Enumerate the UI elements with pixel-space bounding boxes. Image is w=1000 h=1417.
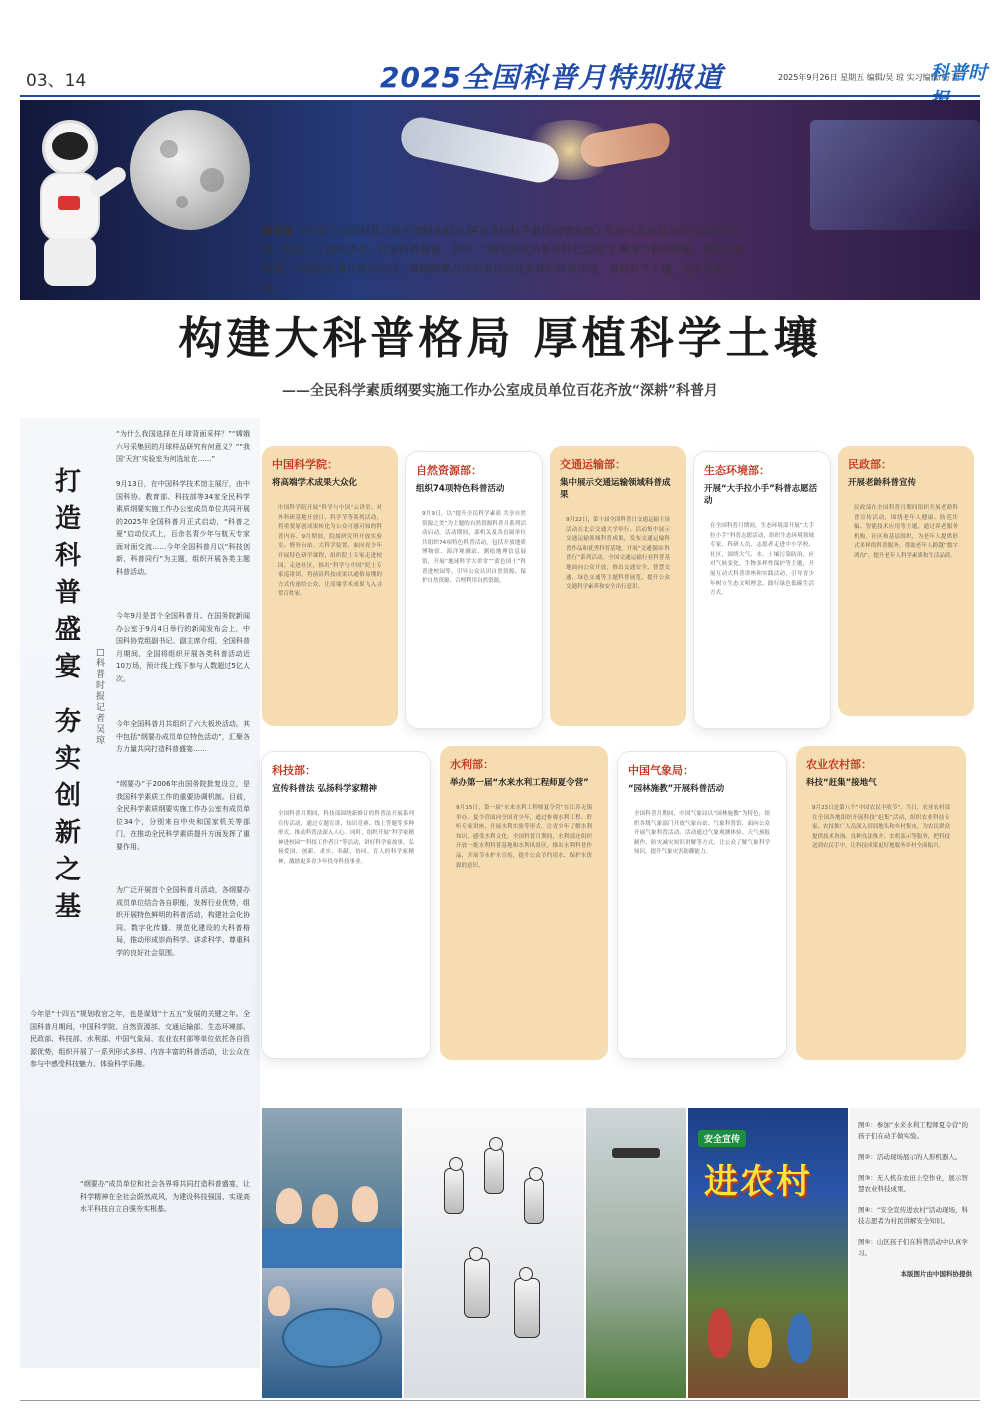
card-body: 9月15日，第一届“水来水利工程师夏令营”在江苏无锡举办。夏令营面向全国青少年，通过参观水利工程、聆听专家讲座、开展水利实验等形式，让青少年了解水利知识、感受水利文化。全国科普月期间，水利部还组织开放一批水利科普基地和水利风景区，推出水利科普作品，开展节水护水宣传，提升公众节约用水、保护水资源的意识。 xyxy=(456,805,592,869)
card-body: 9月23日是第八个“中国农民丰收节”。当日，农业农村部在全国各地组织开展科技“赶集”活动，组织农业科技专家、农技推广人员深入田间地头和乡村集市，为农民群众提供技术咨询、良种良法推介、农机演示等服务，把科技送到农民手中，让科技成果更好地服务乡村全面振兴。 xyxy=(812,805,950,850)
card-mca xyxy=(838,446,974,716)
editor-note-lead: 编者按 xyxy=(262,225,294,237)
card-org: 中国科学院： xyxy=(272,458,338,471)
photo-credit: 本版图片由中国科协提供 xyxy=(900,1270,972,1278)
article-paragraph: 为广泛开展首个全国科普月活动，各纲要办成员单位结合各自职能，发挥行业优势，组织开展特色鲜明的科普活动，构建社会化协同、数字化传播、规范化建设的大科普格局，推动形成崇尚科学、讲求科学、尊重科学的良好社会氛围。 xyxy=(116,886,250,957)
card-title: 将高端学术成果大众化 xyxy=(272,478,358,488)
left-article-column xyxy=(20,418,260,1368)
card-cma xyxy=(618,752,786,1058)
card-title: 宣传科普法 弘扬科学家精神 xyxy=(272,784,377,794)
caption: 图③：无人机在农田上空作业，展示智慧农业科技成果。 xyxy=(858,1174,968,1193)
masthead xyxy=(0,0,1000,100)
photo-humanoid-robots xyxy=(404,1108,584,1398)
article-paragraph: 今年是“十四五”规划收官之年，也是谋划“十五五”发展的关键之年。全国科普月期间，中国科学院、自然资源部、交通运输部、生态环境部、民政部、科技部、水利部、中国气象局、农业农村部等单位依托各自资源优势，组织开展了一系列形式多样、内容丰富的科普活动，让公众在参与中感受科技魅力、体验科学乐趣。 xyxy=(30,1010,250,1068)
card-title: 组织74项特色科普活动 xyxy=(416,484,505,494)
card-mnr xyxy=(406,452,542,728)
card-body: 在全国科普月期间，生态环境部开展“大手拉小手”科普志愿活动，组织生态环境领域专家、科研人员、志愿者走进中小学校、社区，围绕大气、水、土壤污染防治，应对气候变化，生物多样性保护等主题，开展互动式科普讲座和实践活动，引导青少年树立生态文明理念，践行绿色低碳生活方式。 xyxy=(710,523,814,597)
card-body: 中国科学院开展“科学与中国”云讲堂、对外科研基地开放日、科学节等系列活动，将重要原创成果转化为公众可感可知的科普内容。9月期间，院属研究所开放实验室、野外台站、大科学装置，面向青少年开展特色研学课程，组织院士专家走进校园、走进社区，推出“科学与中国”院士专家巡讲团，将前沿科技成果以通俗易懂的方式传递给公众，让高端学术成果飞入寻常百姓家。 xyxy=(278,505,382,598)
card-org: 交通运输部： xyxy=(560,458,626,471)
caption: 图④：“安全宣传进农村”活动现场，科技志愿者为村民讲解安全知识。 xyxy=(858,1206,969,1225)
headline: 构建大科普格局 厚植科学土壤 xyxy=(178,313,822,364)
article-title-part2: 夯实创新之基 xyxy=(54,707,81,922)
date-line: 2025年9月26日 星期五 编辑/吴 琼 实习编辑/杨 超 xyxy=(778,73,960,82)
editor-note xyxy=(262,222,752,298)
card-org: 农业农村部： xyxy=(806,758,872,771)
card-body: 9月22日，第十届全国科普日交通运输主场活动在北京交通大学举行。活动集中展示交通运输领域科普成果，发布交通运输科普作品和优秀科普基地，开展“交通强国·科普行”系列活动。全国交通运输行业科普基地面向公众开放，推出交通安全、智慧交通、绿色交通等主题科普展览，提升公众交通科学素养和安全出行意识。 xyxy=(566,517,670,591)
card-title: 开展老龄科普宣传 xyxy=(848,478,917,488)
subheadline: ——全民科学素质纲要实施工作办公室成员单位百花齐放“深耕”科普月 xyxy=(281,383,719,399)
astronaut-illustration xyxy=(24,120,114,290)
article-paragraph: “纲要办”成员单位和社会各界将共同打造科普盛宴，让科学精神在全社会蔚然成风，为建设科技强国、实现高水平科技自立自强夯实根基。 xyxy=(80,1180,250,1213)
card-title: 开展“大手拉小手”科普志愿活动 xyxy=(704,484,818,506)
page-number: 03、14 xyxy=(26,71,87,91)
article-paragraph: 今年全国科普月共组织了六大板块活动。其中包括“纲要办成员单位特色活动”，汇聚各方力量共同打造科普盛宴…… xyxy=(116,720,250,753)
card-org: 科技部： xyxy=(272,764,316,777)
card-org: 水利部： xyxy=(450,758,494,771)
card-title: 科技“赶集”接地气 xyxy=(806,778,877,788)
card-mee xyxy=(694,452,830,728)
caption: 图⑤：山区孩子们在科普活动中认真学习。 xyxy=(858,1238,968,1257)
books-image xyxy=(810,120,980,230)
bottom-rule xyxy=(20,1400,980,1401)
photo-captions xyxy=(850,1108,980,1398)
caption: 图②：活动现场展示的人形机器人。 xyxy=(858,1153,962,1161)
rural-overlay-text: 进农村 xyxy=(704,1162,812,1202)
article-paragraph: “纲要办”于2006年由国务院批复设立，是我国科学素质工作的重要协调机制。目前，全民科学素质纲要实施工作办公室有成员单位34个，分别来自中央和国家机关等部门，在推动全民科学素质提升方面发挥了重要作用。 xyxy=(116,780,250,851)
card-mot xyxy=(550,446,686,726)
article-paragraph: 今年9月是首个全国科普月。在国务院新闻办公室于9月4日举行的新闻发布会上，中国科协党组副书记、副主席介绍，全国科普月期间，全国将组织开展各类科普活动近10万场，预计线上线下参与人数超过5亿人次。 xyxy=(116,612,250,683)
article-title xyxy=(48,464,88,926)
editor-note-text: 今年首个全国科普月由中国科协联合34家全民科学素质纲要实施工作办公室成员单位共同部署开展，组织六大板块活动，打造科普盛宴。其中，“纲要办成员单位特色活动”汇聚多方科普资源，做起科普热潮。本报选取部分精彩内容，展现纲要办成员单位形式多样的科普活动，厚植科学土壤，夯实创新之基。 xyxy=(262,225,746,294)
robot-hand-image xyxy=(398,114,563,186)
card-org: 中国气象局： xyxy=(628,764,694,777)
card-body: 全国科普月期间，中国气象局以“园林施教”为特色，组织各级气象部门开放气象台站、气象科普馆，面向公众开展气象科普活动。活动通过气象观测体验、天气预报制作、防灾减灾知识讲解等方式，让公众了解气象科学知识，提升气象灾害防御能力。 xyxy=(634,811,770,856)
card-org: 生态环境部： xyxy=(704,464,770,477)
card-cas xyxy=(262,446,398,726)
section-title: 2025全国科普月特别报道 xyxy=(380,61,723,94)
card-body: 9月9日，以“提升全民科学素质 共享自然资源之美”为主题的自然资源科普月系列活动启动。活动期间，部机关及各直属单位共组织74项特色科普活动，包括开放地质博物馆、海洋观测站、测绘地理信息展馆，开展“地球科学大讲堂”“蓝色国土”科普进校园等，引导公众认识自然资源、保护自然资源、合理利用自然资源。 xyxy=(422,511,526,585)
byline: □ 科普时报记者 吴 琼 xyxy=(96,648,106,746)
drone-icon xyxy=(612,1148,660,1158)
card-body: 民政部在全国科普月期间组织开展老龄科普宣传活动，围绕老年人健康、防范诈骗、智能技术应用等主题，通过养老服务机构、社区和基层组织，为老年人提供形式多样的科普服务，帮助老年人跨越“数字鸿沟”，提升老年人科学素质和生活品质。 xyxy=(854,505,958,559)
card-title: “园林施教”开展科普活动 xyxy=(628,784,725,794)
card-org: 自然资源部： xyxy=(416,464,482,477)
safety-badge: 安全宣传 xyxy=(698,1130,746,1147)
caption: 图①：参加“水来水利工程师夏令营”的孩子们在动手做实验。 xyxy=(858,1121,969,1140)
top-rule xyxy=(20,95,980,97)
card-body: 全国科普月期间，科技部围绕新修订的科普法开展系列宣传活动，通过专题宣讲、知识竞赛、线上答题等多种形式，推动科普法深入人心。同时，组织开展“科学家精神进校园”“科技工作者日”等活动，讲好科学家故事，弘扬爱国、创新、求实、奉献、协同、育人的科学家精神，激励更多青少年投身科技事业。 xyxy=(278,811,414,865)
article-title-part1: 打造科普盛宴 xyxy=(54,467,81,682)
card-title: 集中展示交通运输领域科普成果 xyxy=(560,478,671,500)
card-moa xyxy=(796,746,966,1060)
paper-name-logo: 科普时 xyxy=(930,62,988,84)
card-org: 民政部： xyxy=(848,458,892,471)
article-paragraph: “为什么我国选择在月球背面采样？”“嫦娥六号采集回的月球样品研究有何意义？”“我国‘天宫’实验室为何选址在……” xyxy=(116,430,250,463)
photo-kids-classroom xyxy=(262,1108,402,1268)
article-paragraph: 9月13日，在中国科学技术馆主展厅，由中国科协、教育部、科技部等34家全民科学素质纲要实施工作办公室成员单位共同开展的2025年全国科普月正式启动，“科普之夏”启动仪式上，百余名青少年与航天专家面对面交流……今年全国科普月以“科技创新，科普同行”为主题，组织开展各类主题科普活动。 xyxy=(116,480,250,576)
photo-drone-farmland xyxy=(586,1108,686,1398)
card-most xyxy=(262,752,430,1058)
card-title: 举办第一届“水来水利工程师夏令营” xyxy=(450,778,589,788)
photo-rural-safety-promotion xyxy=(688,1108,848,1398)
photo-kids-table xyxy=(262,1268,402,1398)
moon-image xyxy=(130,110,250,230)
card-mwr xyxy=(440,746,608,1060)
